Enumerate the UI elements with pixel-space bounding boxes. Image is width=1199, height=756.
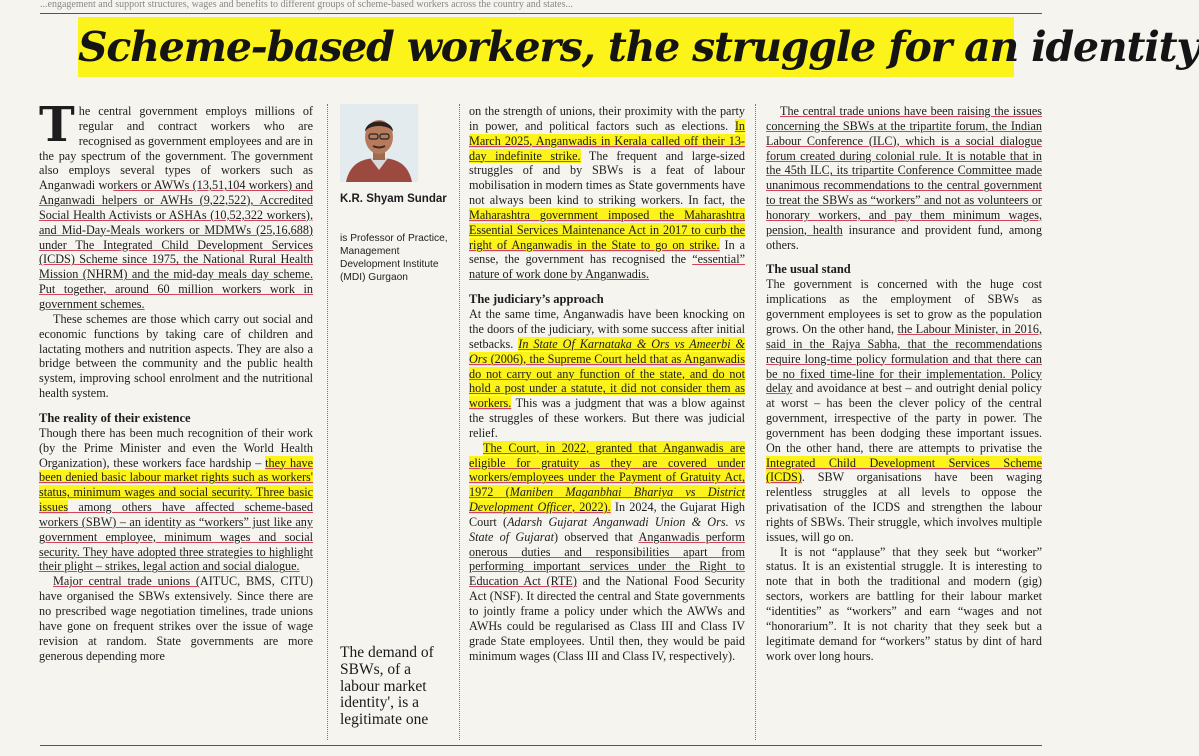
author-name: K.R. Shyam Sundar [340,193,447,205]
column-4 [766,104,1042,736]
paragraph: on the strength of unions, their proximity with the party in power, and political factors such as elections. In March 2025, Anganwadis in Kerala called off their 13-day indefinite strike. The frequent and large-sized struggles of and by SBWs is a feat of labour mobilisation in modern times as State governments have not always been kind to striking workers. In fact, the Maharashtra government imposed the Maharashtra Essential Services Maintenance Act in 2017 to curb the right of Anganwadis in the State to go on strike. In a sense, the government has recognised the “essential” nature of work done by Anganwadis. [469,104,746,282]
paragraph: It is not “applause” that they seek but “worker” status. It is an existential struggle. It is interesting to note that in both the traditional and modern (gig) sectors, workers are battling for their labour market “identities” as “workers” and earn “wages and not “honorarium”. It is not charity that they seek but a legitimate demand for “workers” status by dint of hard work over long hours. [766,544,1042,663]
paragraph: Though there has been much recognition of their work (by the Prime Minister and even the World Health Organization), these workers face hardship – they have been denied basic labour market rights such as workers' status, minimum wages and social security. Three basic issues among others have affected scheme-based workers (SBW) – an identity as “workers” just like any government employee, minimum wages and social security. They have adopted three strategies to highlight their plight – strikes, legal action and social dialogue. [39,425,313,574]
top-strip-text: ...engagement and support structures, wages and benefits to different groups of scheme-based workers across the country and states... [40,0,573,10]
headline-highlight [78,17,1199,77]
column-divider [327,104,328,740]
pull-quote: The demand of SBWs, of a labour market identity', is a legitimate one [340,644,434,729]
top-rule [40,13,1042,14]
paragraph: The Court, in 2022, granted that Anganwadis are eligible for gratuity as they are covered under workers/employees under the Payment of Gratuity Act, 1972 (Maniben Maganbhai Bhariya vs District Development Officer, 2022). In 2024, the Gujarat High Court (Adarsh Gujarat Anganwadi Union & Ors. vs State of Gujarat) observed that Anganwadis perform onerous duties and responsibilities apart from performing important services under the Right to Education Act (RTE) and the National Food Security Act (NSF). It directed the central and State governments to jointly frame a policy under which the AWWs and AWHs could be regularised as Class III and Class IV grade State employees. Until then, they would be paid minimum wages (Class III and Class IV, respectively). [469,440,746,663]
column-divider [459,104,460,740]
paragraph: These schemes are those which carry out social and economic functions by taking care of children and lactating mothers and nutrition aspects. They are also a bridge between the community and the public health system, improving school enrolment and the nutritional health system. [39,311,313,401]
headline: Scheme-based workers, the struggle for an identity [78,23,1199,71]
drop-cap: T [39,97,75,153]
bottom-rule [40,745,1042,746]
column-1 [39,97,313,752]
author-photo [340,104,418,182]
paragraph: Major central trade unions (AITUC, BMS, CITU) have organised the SBWs extensively. Since there are no prescribed wage negotiation timelines, trade unions have gone on frequent strikes over the issue of wage revision at random. State governments are more generous depending more [39,574,313,663]
column-divider [755,104,756,740]
author-portrait-icon [340,104,418,182]
subheading: The reality of their existence [39,410,191,425]
author-description: is Professor of Practice, Management Development Institute (MDI) Gurgaon [340,233,448,283]
paragraph: The central government employs millions of regular and contract workers who are recognised as government employees and are in the pay spectrum of the government. The government also employs several types of workers such as Anganwadi workers or AWWs (13,51,104 workers) and Anganwadi helpers or AWHs (9,22,522), Accredited Social Health Activists or ASHAs (10,52,322 workers), and Mid-Day-Meals workers or MDMWs (25,16,688) under The Integrated Child Development Services (ICDS) Scheme since 1975, the National Rural Health Mission (NHRM) and the mid-day meals day scheme. Put together, around 60 million workers work in government schemes. [39,97,313,311]
subheading: The judiciary’s approach [469,292,604,307]
paragraph: At the same time, Anganwadis have been knocking on the doors of the judiciary, with some success after initial setbacks. In State Of Karnataka & Ors vs Ameerbi & Ors (2006), the Supreme Court held that as Anganwadis do not carry out any function of the state, and do not hold a post under a statute, it did not consider them as workers. This was a judgment that was a blow against the struggles of these workers. But there was judicial relief. [469,307,745,440]
column-3 [469,104,745,740]
subheading: The usual stand [766,262,851,277]
paragraph: The central trade unions have been raising the issues concerning the SBWs at the tripartite forum, the Indian Labour Conference (ILC), which is a social dialogue forum created during colonial rule. It is notable that in the 45th ILC, its tripartite Conference Committee made unanimous recommendations to the central government to treat the SBWs as “workers” and not as volunteers or honorary workers, and pay them minimum wages, pension, health insurance and provident fund, among others. [766,104,1042,252]
paragraph: The government is concerned with the huge cost implications as the employment of SBWs as government employees is set to grow as the population grows. On the other hand, the Labour Minister, in 2016, said in the Rajya Sabha, that the recommendations require long-time policy formulation and that there can be no fixed time-line for their implementation. Policy delay and avoidance at best – and outright denial policy at worst – has been the clever policy of the central government, irrespective of the party in power. The government has been dodging these important issues. On the other hand, there are attempts to privatise the Integrated Child Development Services Scheme (ICDS). SBW organisations have been waging relentless struggles at all levels to oppose the privatisation of the ICDS and strengthen the labour rights of SBWs. Their struggle, which involves multiple issues, will go on. [766,277,1042,544]
